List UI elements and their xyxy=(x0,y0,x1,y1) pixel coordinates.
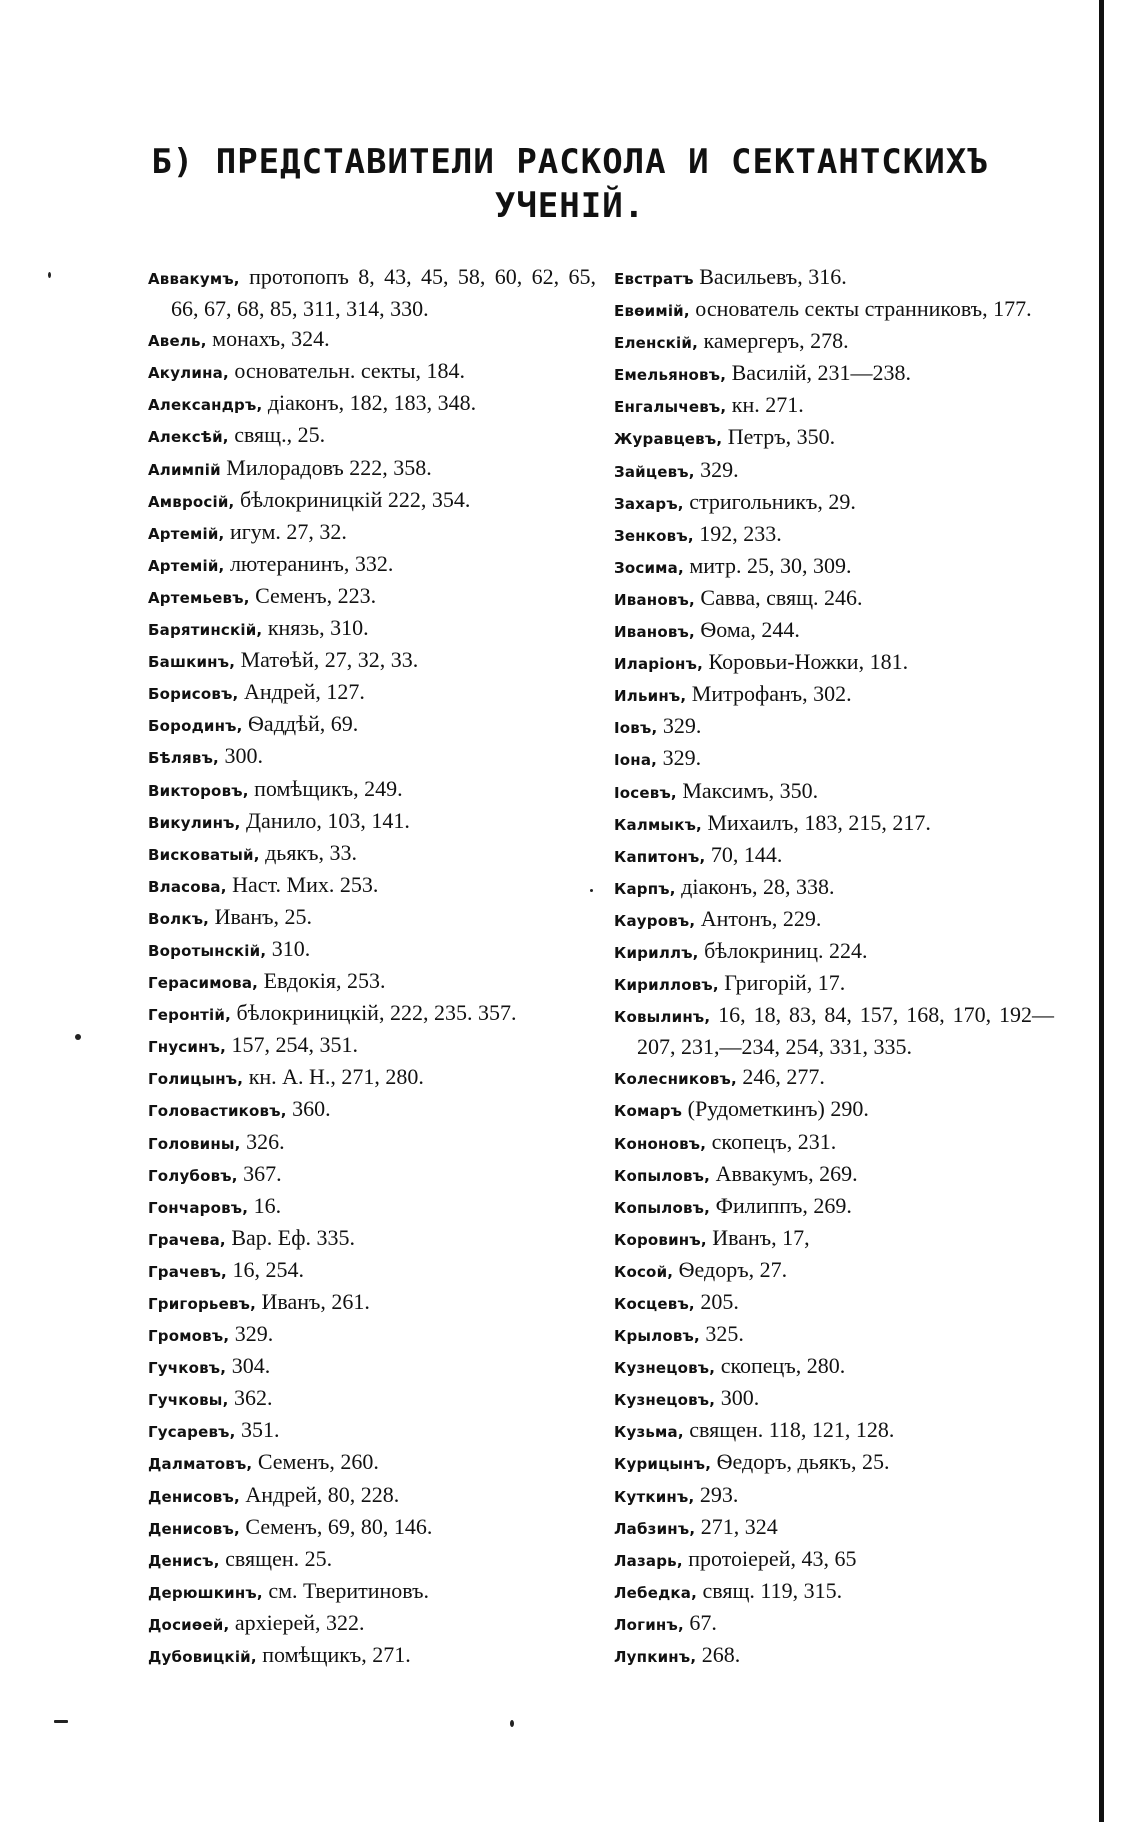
index-entry xyxy=(614,1062,1054,1094)
section-title xyxy=(0,140,1140,228)
index-entry xyxy=(148,709,596,741)
index-column-right xyxy=(614,262,1054,1672)
entry-name: Лебедка, xyxy=(614,1583,697,1602)
entry-name: Денисъ, xyxy=(148,1551,220,1570)
index-entry xyxy=(614,1159,1054,1191)
index-entry xyxy=(148,1030,596,1062)
entry-name: Кузнецовъ, xyxy=(614,1359,716,1378)
print-speck xyxy=(48,272,51,278)
entry-details: 205. xyxy=(694,1289,739,1314)
entry-name: Дерюшкинъ, xyxy=(148,1583,263,1602)
entry-details: протопопъ 8, 43, 45, 58, 60, 62, 65, 66, 67, 68, 85, 311, 314, 330. xyxy=(171,264,596,322)
entry-details: монахъ, 324. xyxy=(206,326,330,352)
entry-details: Евдокія, 253. xyxy=(258,968,386,994)
index-entry xyxy=(148,645,596,677)
entry-details: 329. xyxy=(694,456,739,482)
entry-name: Алексѣй, xyxy=(148,428,229,447)
index-entry xyxy=(148,806,596,838)
entry-name: Енгалычевъ, xyxy=(614,398,727,417)
print-speck xyxy=(54,1720,68,1723)
entry-details: скопецъ, 231. xyxy=(706,1128,837,1154)
entry-details: священ. 118, 121, 128. xyxy=(683,1417,895,1443)
entry-name: Геронтій, xyxy=(148,1006,231,1025)
index-entry xyxy=(148,1383,596,1415)
index-entry xyxy=(614,1319,1054,1351)
index-entry xyxy=(148,774,596,806)
entry-details: 16, 18, 83, 84, 157, 168, 170, 192—207, 231,—234, 254, 331, 335. xyxy=(637,1002,1054,1060)
index-entry xyxy=(148,1255,596,1287)
index-entry xyxy=(148,262,596,324)
entry-name: Косой, xyxy=(614,1262,674,1281)
index-entry xyxy=(148,1447,596,1479)
index-entry xyxy=(148,485,596,517)
index-entry xyxy=(148,549,596,581)
entry-details: стригольникъ, 29. xyxy=(683,488,856,514)
index-entry xyxy=(614,711,1054,743)
entry-name: Башкинъ, xyxy=(148,653,236,672)
index-entry xyxy=(614,1127,1054,1159)
entry-name: Волкъ, xyxy=(148,909,210,928)
entry-details: 246, 277. xyxy=(736,1064,825,1090)
entry-details: Данило, 103, 141. xyxy=(240,807,410,833)
entry-details: Ѳедоръ, 27. xyxy=(673,1256,788,1282)
entry-name: Карпъ, xyxy=(614,879,676,898)
entry-details: 304. xyxy=(226,1353,271,1379)
index-entry xyxy=(148,1223,596,1255)
index-entry xyxy=(614,1544,1054,1576)
index-entry xyxy=(614,1351,1054,1383)
entry-name: Кузьма, xyxy=(614,1423,684,1442)
entry-details: Савва, свящ. 246. xyxy=(694,584,863,610)
entry-details: діаконъ, 182, 183, 348. xyxy=(262,390,477,416)
index-entry xyxy=(148,1544,596,1576)
entry-name: Викулинъ, xyxy=(148,813,241,832)
entry-name: Кузнецовъ, xyxy=(614,1391,716,1410)
entry-name: Кононовъ, xyxy=(614,1134,707,1153)
entry-details: митр. 25, 30, 309. xyxy=(683,552,852,578)
entry-name: Капитонъ, xyxy=(614,847,706,866)
entry-details: Иванъ, 17, xyxy=(706,1224,810,1250)
print-speck xyxy=(590,889,593,892)
entry-details: Ѳома, 244. xyxy=(694,617,800,643)
entry-details: (Рудометкинъ) 290. xyxy=(682,1096,869,1122)
index-entry xyxy=(614,1608,1054,1640)
entry-details: Ѳаддѣй, 69. xyxy=(242,711,359,737)
entry-name: Калмыкъ, xyxy=(614,815,702,834)
index-entry xyxy=(614,551,1054,583)
entry-name: Журавцевъ, xyxy=(614,430,723,449)
entry-name: Ковылинъ, xyxy=(614,1008,711,1027)
entry-name: Грачевъ, xyxy=(148,1262,227,1281)
entry-name: Воротынскій, xyxy=(148,941,267,960)
entry-name: Голицынъ, xyxy=(148,1070,244,1089)
entry-details: Андрей, 127. xyxy=(238,679,365,705)
print-speck xyxy=(75,1034,81,1040)
entry-name: Еленскій, xyxy=(614,334,698,353)
index-entry xyxy=(148,1319,596,1351)
index-entry xyxy=(614,1287,1054,1319)
page-edge xyxy=(1099,0,1104,1822)
index-entry xyxy=(614,1094,1054,1126)
index-entry xyxy=(148,1287,596,1319)
entry-details: Семенъ, 69, 80, 146. xyxy=(239,1513,433,1539)
index-entry xyxy=(614,776,1054,808)
entry-name: Гучковы, xyxy=(148,1391,229,1410)
entry-details: помѣщикъ, 249. xyxy=(248,775,403,801)
index-entry xyxy=(614,1447,1054,1479)
index-entry xyxy=(148,1062,596,1094)
index-entry xyxy=(148,741,596,773)
entry-name: Емельяновъ, xyxy=(614,366,727,385)
index-entry xyxy=(148,453,596,485)
index-entry xyxy=(148,1480,596,1512)
entry-details: Григорій, 17. xyxy=(718,970,846,996)
entry-name: Герасимова, xyxy=(148,974,259,993)
entry-details: 300. xyxy=(218,743,263,769)
entry-details: свящ., 25. xyxy=(228,422,326,448)
entry-details: 67. xyxy=(683,1609,717,1635)
index-entry xyxy=(148,838,596,870)
entry-details: Михаилъ, 183, 215, 217. xyxy=(701,809,931,835)
index-entry xyxy=(614,422,1054,454)
index-entry xyxy=(614,326,1054,358)
entry-details: протоіерей, 43, 65 xyxy=(682,1545,857,1571)
index-entry xyxy=(614,808,1054,840)
entry-details: 16. xyxy=(248,1192,282,1218)
entry-name: Досиѳей, xyxy=(148,1615,230,1634)
index-entry xyxy=(148,998,596,1030)
entry-name: Копыловъ, xyxy=(614,1198,711,1217)
index-entry xyxy=(614,294,1054,326)
entry-details: 271, 324 xyxy=(695,1513,778,1539)
entry-name: Куткинъ, xyxy=(614,1487,695,1506)
index-entry xyxy=(614,583,1054,615)
index-entry xyxy=(614,1576,1054,1608)
entry-details: архіерей, 322. xyxy=(229,1609,365,1635)
entry-name: Коровинъ, xyxy=(614,1230,707,1249)
entry-details: камергеръ, 278. xyxy=(698,328,849,354)
entry-name: Ильинъ, xyxy=(614,687,687,706)
entry-details: 192, 233. xyxy=(693,520,782,546)
index-entry xyxy=(614,840,1054,872)
index-entry xyxy=(614,1383,1054,1415)
entry-name: Захаръ, xyxy=(614,494,684,513)
entry-name: Авель, xyxy=(148,332,207,351)
entry-name: Акулина, xyxy=(148,364,229,383)
entry-details: Митрофанъ, 302. xyxy=(686,681,852,707)
entry-details: кн. А. Н., 271, 280. xyxy=(243,1064,424,1090)
entry-name: Амвросій, xyxy=(148,492,235,511)
entry-details: 70, 144. xyxy=(705,841,783,867)
entry-name: Зосима, xyxy=(614,558,684,577)
index-entry xyxy=(148,420,596,452)
index-entry xyxy=(148,934,596,966)
index-entry xyxy=(614,1480,1054,1512)
entry-details: 367. xyxy=(237,1160,282,1186)
entry-name: Висковатый, xyxy=(148,845,260,864)
entry-details: бѣлокриницкій, 222, 235. 357. xyxy=(230,1000,517,1026)
entry-details: помѣщикъ, 271. xyxy=(256,1642,411,1668)
entry-details: 16, 254. xyxy=(226,1256,304,1282)
index-entry xyxy=(148,1640,596,1672)
entry-details: Семенъ, 260. xyxy=(252,1449,379,1475)
index-entry xyxy=(614,872,1054,904)
index-entry xyxy=(614,1191,1054,1223)
index-entry xyxy=(614,647,1054,679)
index-entry xyxy=(148,1159,596,1191)
entry-details: Ѳедоръ, дьякъ, 25. xyxy=(711,1449,890,1475)
entry-name: Аввакумъ, xyxy=(148,270,240,288)
entry-name: Барятинскій, xyxy=(148,621,263,640)
index-entry xyxy=(148,1127,596,1159)
index-entry xyxy=(614,519,1054,551)
entry-name: Логинъ, xyxy=(614,1615,684,1634)
entry-details: 362. xyxy=(228,1385,273,1411)
index-entry xyxy=(614,1640,1054,1672)
entry-name: Дубовицкій, xyxy=(148,1648,257,1667)
entry-name: Головастиковъ, xyxy=(148,1102,287,1121)
entry-name: Кирилловъ, xyxy=(614,976,719,995)
index-entry xyxy=(148,324,596,356)
print-speck xyxy=(510,1720,514,1727)
entry-details: Андрей, 80, 228. xyxy=(239,1481,400,1507)
entry-name: Кириллъ, xyxy=(614,943,699,962)
index-entry xyxy=(148,1576,596,1608)
entry-details: 310. xyxy=(266,935,311,961)
entry-name: Крыловъ, xyxy=(614,1327,700,1346)
entry-name: Копыловъ, xyxy=(614,1166,711,1185)
entry-name: Викторовъ, xyxy=(148,781,249,800)
entry-details: бѣлокриницкій 222, 354. xyxy=(234,486,471,512)
index-entry xyxy=(148,870,596,902)
entry-name: Грачева, xyxy=(148,1230,226,1249)
entry-name: Кауровъ, xyxy=(614,911,696,930)
entry-details: 329. xyxy=(657,745,702,771)
entry-details: скопецъ, 280. xyxy=(715,1353,846,1379)
index-entry xyxy=(148,1094,596,1126)
entry-name: Евѳимій, xyxy=(614,302,690,321)
entry-details: Максимъ, 350. xyxy=(676,777,819,803)
entry-details: Коровьи-Ножки, 181. xyxy=(702,649,909,675)
index-entry xyxy=(614,743,1054,775)
entry-details: свящ. 119, 315. xyxy=(697,1577,843,1603)
entry-name: Артемій, xyxy=(148,524,225,543)
entry-details: священ. 25. xyxy=(219,1545,333,1571)
index-entry xyxy=(614,936,1054,968)
entry-details: дьякъ, 33. xyxy=(259,839,358,865)
index-entry xyxy=(614,358,1054,390)
entry-details: основательн. секты, 184. xyxy=(228,358,465,384)
title-line-2: УЧЕНІЙ. xyxy=(494,186,646,226)
entry-details: Наст. Мих. 253. xyxy=(226,871,379,897)
entry-name: Борисовъ, xyxy=(148,685,239,704)
index-entry xyxy=(148,613,596,645)
entry-details: Петръ, 350. xyxy=(722,424,836,450)
index-entry xyxy=(148,677,596,709)
entry-name: Евстратъ xyxy=(614,270,694,288)
entry-details: Матѳѣй, 27, 32, 33. xyxy=(235,647,419,673)
index-entry xyxy=(614,904,1054,936)
index-entry xyxy=(148,1351,596,1383)
entry-name: Курицынъ, xyxy=(614,1455,712,1474)
entry-details: 293. xyxy=(694,1481,739,1507)
entry-name: Денисовъ, xyxy=(148,1487,240,1506)
entry-name: Гончаровъ, xyxy=(148,1198,249,1217)
index-entry xyxy=(614,262,1054,294)
entry-details: лютеранинъ, 332. xyxy=(224,550,394,576)
entry-details: 360. xyxy=(286,1096,331,1122)
entry-details: игум. 27, 32. xyxy=(224,518,347,544)
entry-details: Аввакумъ, 269. xyxy=(710,1160,858,1186)
entry-details: Иванъ, 261. xyxy=(256,1289,370,1314)
entry-name: Григорьевъ, xyxy=(148,1295,257,1313)
index-entry xyxy=(148,1512,596,1544)
entry-details: кн. 271. xyxy=(726,392,804,418)
entry-name: Іосевъ, xyxy=(614,783,677,802)
index-entry xyxy=(148,356,596,388)
entry-details: основатель секты странниковъ, 177. xyxy=(689,296,1032,322)
entry-name: Головины, xyxy=(148,1134,241,1153)
entry-name: Колесниковъ, xyxy=(614,1070,737,1089)
index-entry xyxy=(614,455,1054,487)
entry-name: Алимпій xyxy=(148,460,221,479)
entry-details: Филиппъ, 269. xyxy=(710,1192,852,1218)
index-entry xyxy=(614,968,1054,1000)
entry-details: 300. xyxy=(715,1385,760,1411)
entry-details: Иванъ, 25. xyxy=(209,903,312,929)
index-entry xyxy=(614,390,1054,422)
entry-name: Лупкинъ, xyxy=(614,1648,697,1667)
index-entry xyxy=(614,1000,1054,1062)
entry-details: Василій, 231—238. xyxy=(726,360,911,386)
entry-details: Семенъ, 223. xyxy=(249,582,377,608)
entry-details: 157, 254, 351. xyxy=(226,1032,359,1058)
index-entry xyxy=(148,1191,596,1223)
entry-details: см. Тверитиновъ. xyxy=(262,1577,430,1603)
entry-name: Комаръ xyxy=(614,1102,683,1121)
index-entry xyxy=(614,1223,1054,1255)
entry-name: Косцевъ, xyxy=(614,1295,695,1313)
entry-details: 325. xyxy=(699,1321,744,1347)
entry-name: Иларіонъ, xyxy=(614,655,703,674)
index-entry xyxy=(614,487,1054,519)
entry-name: Далматовъ, xyxy=(148,1455,253,1474)
index-entry xyxy=(614,615,1054,647)
entry-name: Александръ, xyxy=(148,396,263,415)
entry-name: Бѣлявъ, xyxy=(148,749,219,768)
entry-name: Лазарь, xyxy=(614,1551,683,1570)
index-entry xyxy=(148,902,596,934)
entry-details: Милорадовъ 222, 358. xyxy=(220,454,432,480)
entry-details: 329. xyxy=(657,713,702,739)
index-entry xyxy=(148,1415,596,1447)
entry-name: Іона, xyxy=(614,751,658,770)
entry-details: 326. xyxy=(240,1128,285,1154)
entry-details: 329. xyxy=(229,1321,274,1347)
entry-name: Ивановъ, xyxy=(614,590,695,609)
entry-details: Вар. Еф. 335. xyxy=(225,1224,355,1250)
entry-details: Васильевъ, 316. xyxy=(693,264,847,289)
entry-name: Гусаревъ, xyxy=(148,1423,236,1442)
entry-name: Громовъ, xyxy=(148,1327,230,1346)
entry-details: 351. xyxy=(235,1417,280,1443)
entry-name: Ивановъ, xyxy=(614,623,695,642)
index-entry xyxy=(148,966,596,998)
entry-name: Бородинъ, xyxy=(148,717,243,736)
entry-name: Денисовъ, xyxy=(148,1519,240,1538)
index-entry xyxy=(614,1512,1054,1544)
entry-name: Власова, xyxy=(148,877,227,896)
title-line-1: Б) ПРЕДСТАВИТЕЛИ РАСКОЛА И СЕКТАНТСКИХЪ xyxy=(151,142,989,182)
index-column-left xyxy=(148,262,596,1672)
entry-name: Зайцевъ, xyxy=(614,462,695,481)
entry-name: Гнусинъ, xyxy=(148,1038,227,1057)
entry-name: Голубовъ, xyxy=(148,1166,238,1185)
entry-details: князь, 310. xyxy=(262,615,369,641)
entry-name: Іовъ, xyxy=(614,719,658,738)
index-entry xyxy=(148,388,596,420)
index-entry xyxy=(614,1415,1054,1447)
index-entry xyxy=(614,679,1054,711)
index-entry xyxy=(148,517,596,549)
entry-name: Артемій, xyxy=(148,556,225,575)
index-entry xyxy=(614,1255,1054,1287)
entry-name: Лабзинъ, xyxy=(614,1519,696,1538)
entry-details: бѣлокриниц. 224. xyxy=(698,937,868,963)
index-entry xyxy=(148,1608,596,1640)
entry-name: Артемьевъ, xyxy=(148,588,250,607)
entry-details: Антонъ, 229. xyxy=(695,905,822,931)
entry-details: діаконъ, 28, 338. xyxy=(675,873,835,899)
index-entry xyxy=(148,581,596,613)
entry-name: Зенковъ, xyxy=(614,526,694,545)
entry-details: 268. xyxy=(696,1642,741,1668)
entry-name: Гучковъ, xyxy=(148,1359,227,1378)
